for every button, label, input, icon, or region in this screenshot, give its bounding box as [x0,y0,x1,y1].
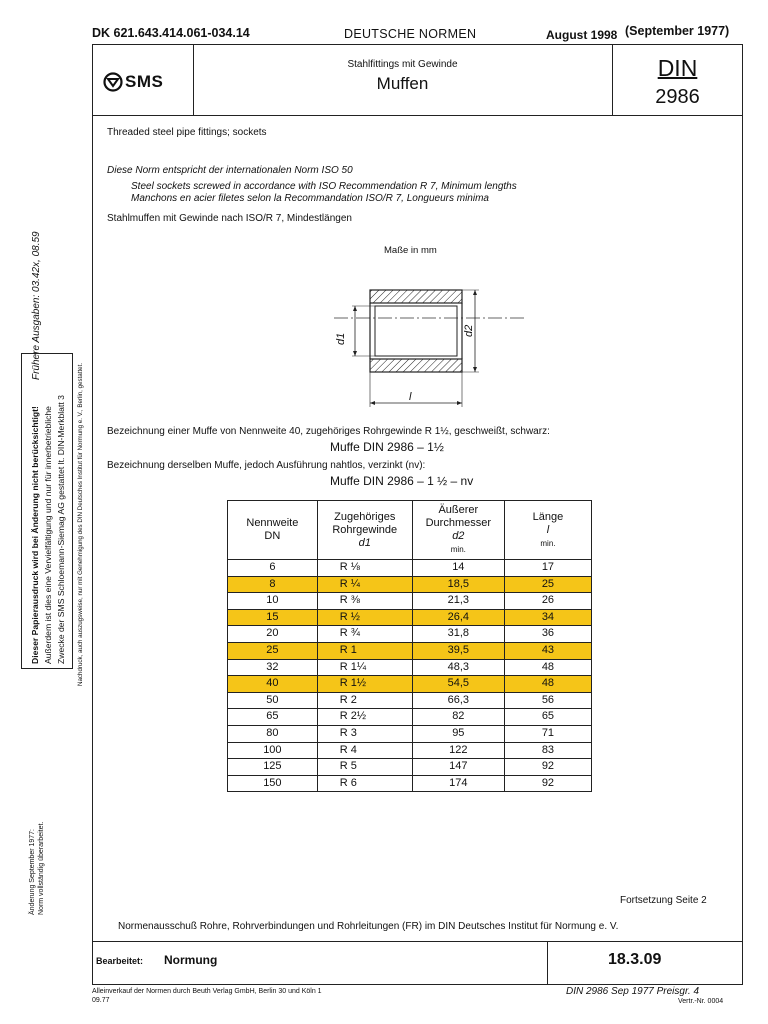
cell-dn: 65 [228,709,318,726]
table-row [228,642,592,659]
header-text: Zugehöriges [334,510,396,523]
designation-1-example: Muffe DIN 2986 – 1½ [330,440,444,454]
cell-thread: R ⅛ [317,560,412,577]
header-text: Länge [532,510,564,523]
table-header-row [228,501,592,560]
cell-dn: 40 [228,676,318,693]
cell-dn: 8 [228,576,318,593]
iso-french: Manchons en acier filetes selon la Recommandation ISO/R 7, Longueurs minima [131,193,489,204]
iso-english: Steel sockets screwed in accordance with ISO Recommendation R 7, Minimum lengths [131,181,517,192]
header-min: min. [540,538,556,548]
cell-d2: 14 [412,560,504,577]
cell-dn: 10 [228,593,318,610]
sms-logo-text: SMS [125,72,164,91]
din-number: 2986 [655,86,700,108]
cell-length: 17 [504,560,591,577]
dk-number: DK 621.643.414.061-034.14 [92,26,250,40]
cell-length: 71 [504,725,591,742]
edited-by-label: Bearbeitet: [96,956,144,966]
cell-dn: 80 [228,725,318,742]
cell-thread: R 6 [317,775,412,792]
table-row [228,593,592,610]
cell-d2: 66,3 [412,692,504,709]
cell-dn: 25 [228,642,318,659]
column-header-dn [228,501,318,560]
table-row [228,659,592,676]
divider [547,941,548,985]
sms-logo [103,72,163,92]
column-header-length [504,501,591,560]
cell-thread: R 2 [317,692,412,709]
stamp-line-3: Zwecke der SMS Schloemann-Siemag AG gestattet lt. DIN-Merkblatt 3 [56,395,66,664]
cell-length: 48 [504,676,591,693]
cell-thread: R 4 [317,742,412,759]
cell-length: 83 [504,742,591,759]
previous-editions: Frühere Ausgaben: 03.42x, 08.59 [31,231,42,380]
cell-dn: 100 [228,742,318,759]
table-row [228,759,592,776]
column-header-d2 [412,501,504,560]
amendment-title: Änderung September 1977: [29,828,36,915]
cell-d2: 54,5 [412,676,504,693]
cell-length: 34 [504,609,591,626]
column-header-thread [317,501,412,560]
cell-length: 26 [504,593,591,610]
dimensions-note: Maße in mm [384,245,437,256]
stamp-line-1: Dieser Papierausdruck wird bei Änderung nicht berücksichtigt! [30,406,40,664]
table-row [228,742,592,759]
header-symbol: d2 [452,530,465,542]
dimension-table [227,500,592,792]
cell-length: 56 [504,692,591,709]
header-symbol: d1 [358,536,371,549]
table-row [228,676,592,693]
dim-label-l: l [409,391,412,403]
designation-1: Bezeichnung einer Muffe von Nennweite 40, zugehöriges Rohrgewinde R 1½, geschweißt, schwarz: [107,426,550,437]
previous-date: (September 1977) [625,24,730,38]
cell-d2: 82 [412,709,504,726]
amendment-note: Norm vollständig überarbeitet. [38,821,45,915]
cell-d2: 21,3 [412,593,504,610]
cell-length: 92 [504,759,591,776]
table-row [228,725,592,742]
designation-2: Bezeichnung derselben Muffe, jedoch Ausführung nahtlos, verzinkt (nv): [107,460,426,471]
table-row [228,609,592,626]
divider [92,941,743,942]
din-reference: DIN 2986 Sep 1977 Preisgr. 4 [566,986,700,997]
continuation-note: Fortsetzung Seite 2 [620,895,707,906]
header-text: Äußerer [438,504,479,516]
socket-drawing [330,275,530,415]
valve-icon [103,72,123,92]
cell-thread: R 1¼ [317,659,412,676]
deutsche-normen-heading: DEUTSCHE NORMEN [344,27,477,41]
table-row [228,560,592,577]
german-description: Stahlmuffen mit Gewinde nach ISO/R 7, Mindestlängen [107,213,352,224]
cell-thread: R ½ [317,609,412,626]
cell-dn: 50 [228,692,318,709]
cell-thread: R ¼ [317,576,412,593]
designation-2-example: Muffe DIN 2986 – 1 ½ – nv [330,474,474,488]
cell-dn: 150 [228,775,318,792]
cell-d2: 174 [412,775,504,792]
divider [92,115,743,116]
table-row [228,626,592,643]
cell-thread: R 3 [317,725,412,742]
table-row [228,775,592,792]
distribution-number: Vertr.-Nr. 0004 [678,998,724,1005]
header-symbol: l [546,523,550,536]
cell-d2: 39,5 [412,642,504,659]
reprint-notice: Nachdruck, auch auszugsweise, nur mit Genehmigung des DIN Deutsches Institut für Normung e. V., Berlin, gestattet. [77,362,84,686]
stamp-line-2: Außerdem ist dies eine Vervielfältigung und nur für innerbetriebliche [43,406,53,664]
cell-thread: R 1½ [317,676,412,693]
cell-d2: 26,4 [412,609,504,626]
english-title: Threaded steel pipe fittings; sockets [107,127,267,138]
cell-d2: 31,8 [412,626,504,643]
cell-dn: 6 [228,560,318,577]
dim-label-d1: d1 [335,332,347,345]
cell-length: 92 [504,775,591,792]
issue-date: August 1998 [546,28,618,42]
cell-thread: R 5 [317,759,412,776]
issue-code: 09.77 [92,997,110,1004]
document-title: Muffen [376,74,429,93]
table-row [228,709,592,726]
cell-thread: R ¾ [317,626,412,643]
cell-d2: 48,3 [412,659,504,676]
cell-length: 25 [504,576,591,593]
cell-thread: R 1 [317,642,412,659]
table-row [228,692,592,709]
committee-line: Normenausschuß Rohre, Rohrverbindungen und Rohrleitungen (FR) im DIN Deutsches Institut für Normung e. V. [118,921,619,932]
table-row [228,576,592,593]
cell-d2: 122 [412,742,504,759]
header-min: min. [450,545,466,554]
header-text: Durchmesser [425,517,492,529]
cell-length: 43 [504,642,591,659]
cell-thread: R ⅜ [317,593,412,610]
cell-dn: 15 [228,609,318,626]
cell-dn: 125 [228,759,318,776]
cell-d2: 18,5 [412,576,504,593]
date-stamp: 18.3.09 [608,951,662,968]
iso-statement: Diese Norm entspricht der internationalen Norm ISO 50 [107,165,353,176]
cell-length: 36 [504,626,591,643]
publisher-note: Alleinverkauf der Normen durch Beuth Verlag GmbH, Berlin 30 und Köln 1 [92,988,322,995]
cell-d2: 95 [412,725,504,742]
dim-label-d2: d2 [463,324,475,337]
cell-length: 65 [504,709,591,726]
edited-by-value: Normung [164,953,218,967]
cell-dn: 32 [228,659,318,676]
header-text: Rohrgewinde [332,523,398,536]
din-label: DIN [657,55,698,81]
cell-d2: 147 [412,759,504,776]
header-text: Nennweite [246,517,299,529]
cell-dn: 20 [228,626,318,643]
cell-thread: R 2½ [317,709,412,726]
cell-length: 48 [504,659,591,676]
header-text: DN [264,530,281,542]
document-subtitle: Stahlfittings mit Gewinde [347,59,458,70]
